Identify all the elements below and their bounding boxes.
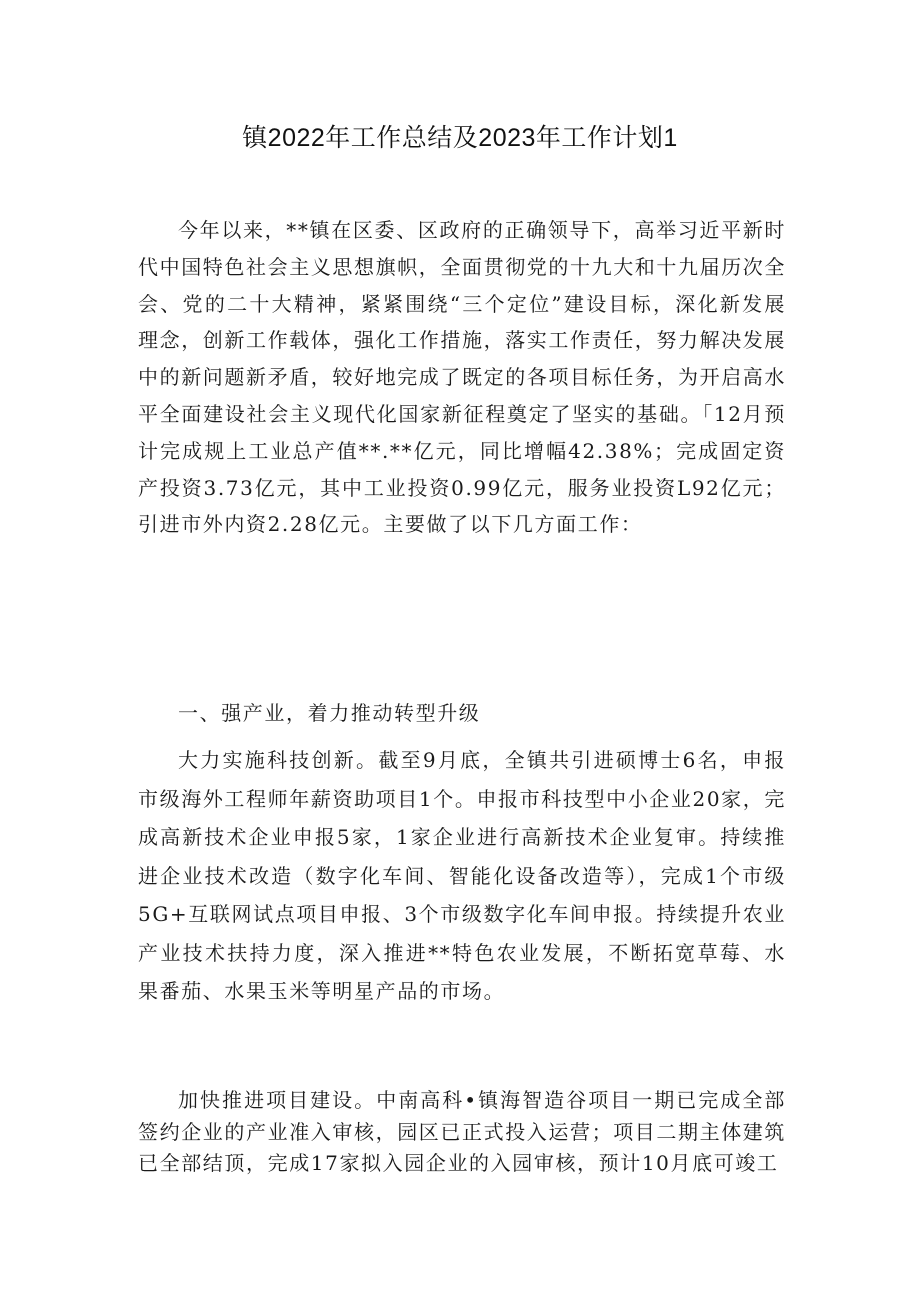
section-heading: 一、强产业，着力推动转型升级 — [178, 701, 481, 725]
intro-paragraph: 今年以来，**镇在区委、区政府的正确领导下，高举习近平新时代中国特色社会主义思想旗帜，全面贯彻党的十九大和十九届历次全会、党的二十大精神，紧紧围绕“三个定位”建设目标，深化新发展理念，创新工作载体，强化工作措施，落实工作责任，努力解决发展中的新问题新矛盾，较好地完成了既定的各项目标任务，为开启高水平全面建设社会主义现代化国家新征程奠定了坚实的基础。「12月预计完成规上工业总产值**.**亿元，同比增幅42.38%；完成固定资产投资3.73亿元，其中工业投资0.99亿元，服务业投资L92亿元；引进市外内资2.28亿元。主要做了以下几方面工作： — [138, 218, 786, 537]
project-construction-paragraph: 加快推进项目建设。中南高科•镇海智造谷项目一期已完成全部签约企业的产业准入审核，园区已正式投入运营；项目二期主体建筑已全部结顶，完成17家拟入园企业的入园审核，预计10月底可竣工 — [138, 1088, 786, 1175]
document-title: 镇2022年工作总结及2023年工作计划1 — [242, 124, 678, 152]
tech-innovation-paragraph: 大力实施科技创新。截至9月底，全镇共引进硕博士6名，申报市级海外工程师年薪资助项目1个。申报市科技型中小企业20家，完成高新技术企业申报5家，1家企业进行高新技术企业复审。持续推进企业技术改造（数字化车间、智能化设备改造等），完成1个市级5G+互联网试点项目申报、3个市级数字化车间申报。持续提升农业产业技术扶持力度，深入推进**特色农业发展，不断拓宽草莓、水果番茄、水果玉米等明星产品的市场。 — [138, 748, 786, 1003]
